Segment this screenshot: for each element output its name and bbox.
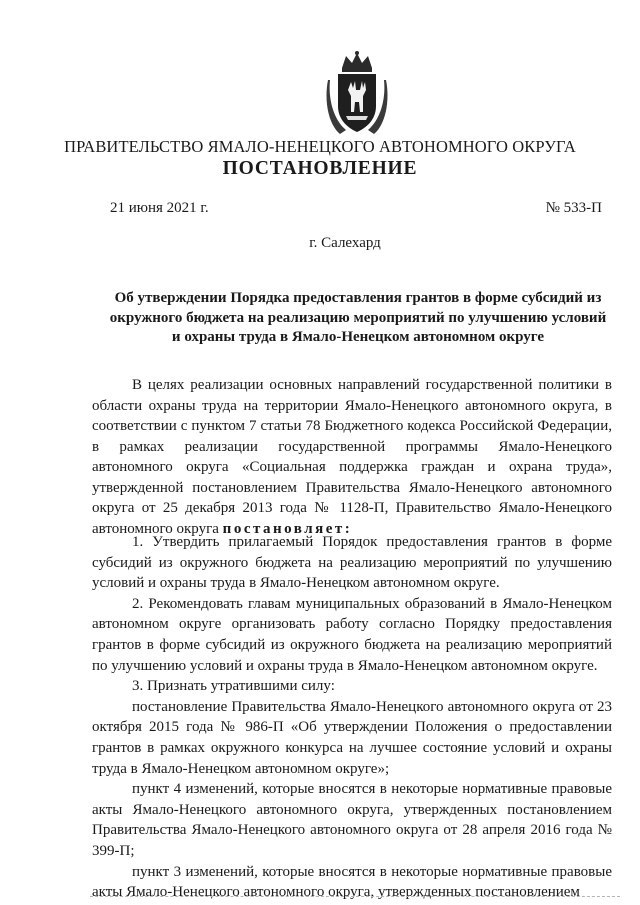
page-bottom-divider xyxy=(90,896,620,897)
preamble-paragraph xyxy=(92,375,612,539)
preamble-text: В целях реализации основных направлений государственной политики в области охраны труда на территории Ямало-Ненецкого автономного округа, в соответствии с пунктом 7 статьи 78 Бюджетного кодекса Российской Федерации, в рамках реализации государственной программы Ямало-Ненецкого автономного округа «Социальная поддержка граждан и охрана труда», утвержденной постановлением Правительства Ямало-Ненецкого автономного округа от 25 декабря 2013 года № 1128-П, Правительство Ямало-Ненецкого автономного округа xyxy=(92,377,612,537)
decree-items xyxy=(92,532,612,903)
document-heading: Об утверждении Порядка предоставления грантов в форме субсидий из окружного бюджета на реализацию мероприятий по улучшению условий и охраны труда в Ямало-Ненецком автономном округе xyxy=(109,290,607,345)
decree-item: 1. Утвердить прилагаемый Порядок предоставления грантов в форме субсидий из окружного бюджета на реализацию мероприятий по улучшению условий и охраны труда в Ямало-Ненецком автономном округе. xyxy=(92,534,612,592)
decree-item: 2. Рекомендовать главам муниципальных образований в Ямало-Ненецком автономном округе организовать работу согласно Порядку предоставления грантов в форме субсидий из окружного бюджета на реализацию мероприятий по улучшению условий и охраны труда в Ямало-Ненецком автономном округе. xyxy=(92,595,612,674)
document-date: 21 июня 2021 г. xyxy=(110,200,209,216)
document-type-title: ПОСТАНОВЛЕНИЕ xyxy=(222,158,418,179)
document-number: № 533-П xyxy=(545,200,602,216)
document-city: г. Салехард xyxy=(309,235,381,251)
decree-item: пункт 3 изменений, которые вносятся в некоторые нормативные правовые акты Ямало-Ненецкого автономного округа, утвержденных постановлением xyxy=(92,863,612,901)
decree-item: пункт 4 изменений, которые вносятся в некоторые нормативные правовые акты Ямало-Ненецкого автономного округа, утвержденных постановлением Правительства Ямало-Ненецкого автономного округа от 28 апреля 2016 года № 399-П; xyxy=(92,781,612,859)
decree-word: постановляет: xyxy=(222,520,353,537)
government-name: ПРАВИТЕЛЬСТВО ЯМАЛО-НЕНЕЦКОГО АВТОНОМНОГО ОКРУГА xyxy=(64,137,576,156)
decree-item: постановление Правительства Ямало-Ненецкого автономного округа от 23 октября 2015 года № 986-П «Об утверждении Положения о предоставлении грантов в рамках окружного конкурса на лучшее состояние условий и охраны труда в Ямало-Ненецком автономном округе»; xyxy=(92,698,612,777)
coat-of-arms-icon xyxy=(326,50,388,136)
decree-item: 3. Признать утратившими силу: xyxy=(132,678,335,695)
